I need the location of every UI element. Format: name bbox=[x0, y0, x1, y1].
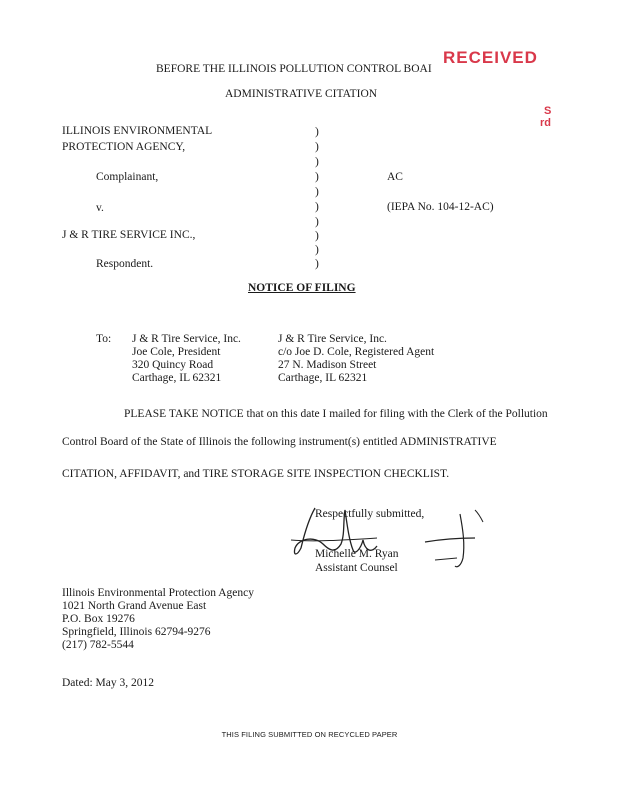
closing-text: Respectfully submitted, bbox=[315, 508, 425, 520]
address-line: (217) 782-5544 bbox=[62, 639, 134, 651]
board-heading: BEFORE THE ILLINOIS POLLUTION CONTROL BOAI bbox=[156, 63, 432, 75]
complainant-name-line2: PROTECTION AGENCY, bbox=[62, 141, 186, 153]
paren: ) bbox=[315, 141, 319, 153]
address-line: Joe Cole, President bbox=[132, 346, 221, 358]
signer-title: Assistant Counsel bbox=[315, 562, 398, 574]
case-number: AC bbox=[387, 171, 403, 183]
address-line: Carthage, IL 62321 bbox=[278, 372, 368, 384]
address-line: Springfield, Illinois 62794-9276 bbox=[62, 626, 211, 638]
notice-title: NOTICE OF FILING bbox=[248, 282, 356, 294]
paren: ) bbox=[315, 258, 319, 270]
paren: ) bbox=[315, 156, 319, 168]
paren: ) bbox=[315, 171, 319, 183]
address-line: J & R Tire Service, Inc. bbox=[278, 333, 387, 345]
citation-heading: ADMINISTRATIVE CITATION bbox=[225, 88, 378, 100]
address-line: c/o Joe D. Cole, Registered Agent bbox=[278, 346, 435, 358]
notice-body-line3: CITATION, AFFIDAVIT, and TIRE STORAGE SITE INSPECTION CHECKLIST. bbox=[62, 468, 450, 480]
address-line: J & R Tire Service, Inc. bbox=[132, 333, 241, 345]
paren: ) bbox=[315, 216, 319, 228]
address-line: 320 Quincy Road bbox=[132, 359, 214, 371]
address-line: 1021 North Grand Avenue East bbox=[62, 600, 207, 612]
address-line: Carthage, IL 62321 bbox=[132, 372, 222, 384]
respondent-name: J & R TIRE SERVICE INC., bbox=[62, 229, 196, 241]
stamp-fragment-rd: rd bbox=[540, 117, 551, 129]
paren: ) bbox=[315, 201, 319, 213]
paren: ) bbox=[315, 126, 319, 138]
versus-label: v. bbox=[96, 202, 104, 214]
paren: ) bbox=[315, 186, 319, 198]
paren: ) bbox=[315, 244, 319, 256]
address-line: Illinois Environmental Protection Agency bbox=[62, 587, 254, 599]
address-line: P.O. Box 19276 bbox=[62, 613, 135, 625]
respondent-label: Respondent. bbox=[96, 258, 154, 270]
address-line: 27 N. Madison Street bbox=[278, 359, 377, 371]
paren: ) bbox=[315, 230, 319, 242]
to-label: To: bbox=[96, 333, 112, 345]
received-stamp: RECEIVED bbox=[443, 48, 538, 67]
notice-body-line2: Control Board of the State of Illinois the following instrument(s) entitled ADMINISTRATIVE bbox=[62, 436, 497, 448]
complainant-label: Complainant, bbox=[96, 171, 159, 183]
recycled-paper-footer: THIS FILING SUBMITTED ON RECYCLED PAPER bbox=[221, 730, 398, 739]
complainant-name-line1: ILLINOIS ENVIRONMENTAL bbox=[62, 125, 213, 137]
signer-name: Michelle M. Ryan bbox=[315, 548, 399, 560]
notice-body-line1: PLEASE TAKE NOTICE that on this date I mailed for filing with the Clerk of the Pollution bbox=[124, 408, 548, 420]
iepa-number: (IEPA No. 104-12-AC) bbox=[387, 201, 494, 213]
stamp-fragment-s: S bbox=[544, 105, 552, 117]
dated-line: Dated: May 3, 2012 bbox=[62, 677, 154, 689]
